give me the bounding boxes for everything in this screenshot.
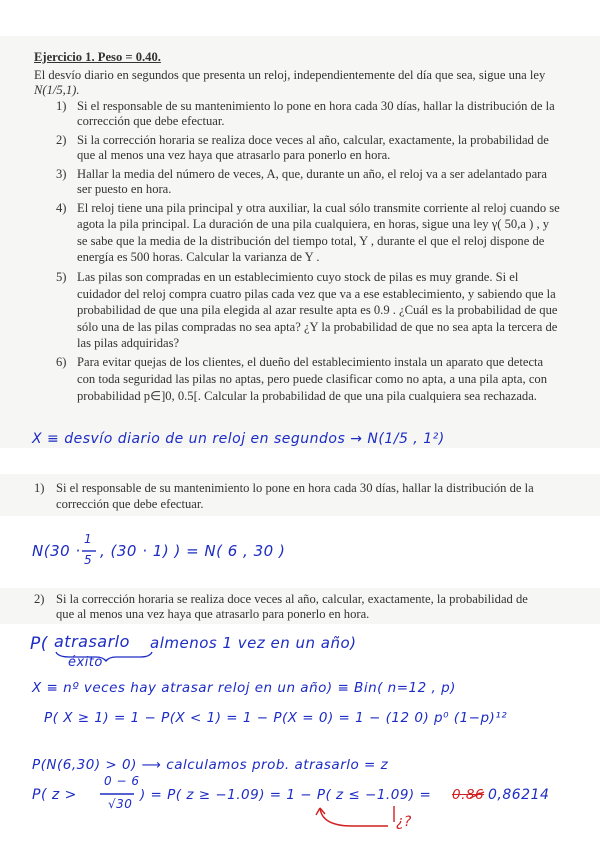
exito-label: éxito <box>68 655 103 670</box>
p-rest: almenos 1 vez en un año) <box>150 634 357 652</box>
fraction-numerator: 1 <box>84 532 93 546</box>
item-line: cuidador del reloj compra cuatro pilas cada vez que va a ese establecimiento, y sabiendo que la <box>77 287 556 301</box>
final-fraction-numerator: 0 − 6 <box>104 774 140 788</box>
final-left: P( z > <box>32 787 77 803</box>
exercise-sheet <box>0 36 600 448</box>
binomial-definition: X ≡ nº veces hay atrasar reloj en un año) ≡ Bin( n=12 , p) <box>32 680 456 696</box>
item-line: ser puesto en hora. <box>77 182 172 196</box>
item-line: se sabe que la media de la distribución del tiempo total, Y , durante el que el reloj dispone de <box>77 234 545 248</box>
question-mark: ¿? <box>396 814 412 830</box>
item-line: agota la pila principal. La duración de una pila cualquiera, en horas, sigue una ley γ( 50,a ) , y <box>77 217 550 231</box>
item-number: 6) <box>56 355 67 369</box>
item-line: las pilas adquiridas? <box>77 336 180 350</box>
item-line: corrección que debe efectuar. <box>56 497 204 511</box>
item-line: probabilidad p∈]0, 0.5[. Calcular la probabilidad de que una pila cualquiera sea rechazada. <box>77 389 537 403</box>
item-line: El reloj tiene una pila principal y otra auxiliar, la cual sólo transmite corriente al reloj cuando se <box>77 201 560 215</box>
correction-arrow <box>320 808 388 826</box>
item-line: Si la corrección horaria se realiza doce veces al año, calcular, exactamente, la probabilidad de <box>77 133 549 147</box>
p-open: P( <box>30 634 48 654</box>
crossed-out-value: 0.86 <box>452 787 485 803</box>
question-1-crop <box>0 474 600 516</box>
item-number: 3) <box>56 167 67 181</box>
answer-1-prefix: N(30 · <box>32 542 81 560</box>
item-line: que al menos una vez haya que atrasarlo para ponerlo en hora. <box>56 607 370 621</box>
item-line: Las pilas son compradas en un establecimiento cuyo stock de pilas es muy grande. Si el <box>77 270 519 284</box>
p-word-atrasarlo: atrasarlo <box>54 632 130 651</box>
fraction-denominator: 5 <box>84 553 93 567</box>
item-number: 2) <box>56 133 67 147</box>
item-line: Si el responsable de su mantenimiento lo pone en hora cada 30 días, hallar la distribución de la <box>56 481 534 495</box>
binomial-probability: P( X ≥ 1) = 1 − P(X < 1) = 1 − P(X = 0) = 1 − (12 0) p⁰ (1−p)¹² <box>44 710 508 726</box>
exercise-intro-line: El desvío diario en segundos que presenta un reloj, independientemente del día que sea, sigue una ley <box>34 68 546 82</box>
item-line: Hallar la media del número de veces, A, que, durante un año, el reloj va a ser adelantado para <box>77 167 547 181</box>
exercise-intro-line: N(1/5,1). <box>34 83 80 97</box>
item-line: energía es 500 horas. Calcular la varianza de Y . <box>77 250 320 264</box>
exercise-title: Ejercicio 1. Peso = 0.40. <box>34 50 161 64</box>
answer-1-suffix: , (30 · 1) ) = N( 6 , 30 ) <box>100 542 286 560</box>
item-line: corrección que debe efectuar. <box>77 114 225 128</box>
item-number: 2) <box>34 592 45 606</box>
item-number: 1) <box>34 481 45 495</box>
handwritten-definition: X ≡ desvío diario de un reloj en segundos → N(1/5 , 1²) <box>32 431 445 447</box>
item-line: probabilidad de que una pila elegida al azar resulte apta es 0.9 . ¿Cuál es la probabilidad de que <box>77 303 558 317</box>
item-line: que al menos una vez haya que atrasarlo para ponerlo en hora. <box>77 148 391 162</box>
normal-calculation: P(N(6,30) > 0) ⟶ calculamos prob. atrasarlo = z <box>32 757 389 773</box>
item-line: Si el responsable de su mantenimiento lo pone en hora cada 30 días, hallar la distribución de la <box>77 99 555 113</box>
item-line: con toda seguridad las pilas no aptas, pero puede clasificar como no apta, a una pila apta, con <box>77 372 547 386</box>
item-line: Para evitar quejas de los clientes, el dueño del establecimiento instala un aparato que detecta <box>77 355 544 369</box>
item-line: sólo una de las pilas compradas no sea apta? ¿Y la probabilidad de que no sea apta la tercera de <box>77 320 558 334</box>
arrow-head <box>316 808 325 815</box>
item-line: Si la corrección horaria se realiza doce veces al año, calcular, exactamente, la probabilidad de <box>56 592 528 606</box>
final-right: ) = P( z ≥ −1.09) = 1 − P( z ≤ −1.09) = <box>140 787 432 803</box>
item-number: 5) <box>56 270 67 284</box>
item-number: 4) <box>56 201 67 215</box>
final-fraction-denominator: √30 <box>108 797 133 811</box>
item-number: 1) <box>56 99 67 113</box>
final-result: 0,86214 <box>488 787 550 803</box>
question-2-crop <box>0 588 600 624</box>
